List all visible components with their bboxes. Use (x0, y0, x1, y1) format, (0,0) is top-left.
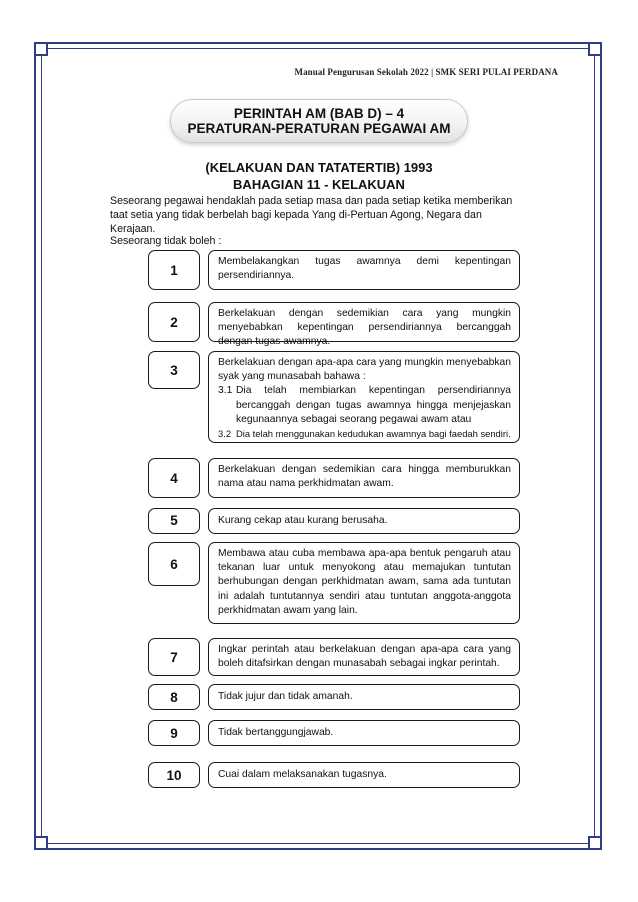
item-number: 1 (170, 263, 178, 278)
list-item (148, 684, 520, 710)
item-text: Ingkar perintah atau berkelakuan dengan apa-apa cara yang boleh ditafsirkan dengan munasabah sebagai ingkar perintah. (218, 644, 511, 670)
item-number-box (148, 684, 200, 710)
item-number: 6 (170, 557, 178, 572)
list-item (148, 638, 520, 676)
item-text: Tidak jujur dan tidak amanah. (218, 691, 353, 702)
item-text: Cuai dalam melaksanakan tugasnya. (218, 769, 387, 780)
list-item (148, 542, 520, 624)
item-number: 4 (170, 471, 178, 486)
item-number: 5 (170, 513, 178, 528)
item-number: 9 (170, 726, 178, 741)
item-text-box (208, 250, 520, 290)
list-item (148, 508, 520, 534)
item-number-box (148, 720, 200, 746)
list-lead: Seseorang tidak boleh : (110, 235, 222, 247)
item-text: Membelakangkan tugas awamnya demi kepentingan persendiriannya. (218, 256, 511, 282)
item-text-box (208, 302, 520, 348)
border-corner-ornament (34, 42, 48, 56)
list-item (148, 351, 520, 443)
banner-subtitle: PERATURAN-PERATURAN PEGAWAI AM (187, 121, 451, 136)
item-number-box (148, 762, 200, 788)
item-text-box (208, 720, 520, 746)
item-text-box (208, 684, 520, 710)
item-number-box (148, 250, 200, 290)
sub-item-number: 3.2 (218, 428, 232, 440)
list-item (148, 250, 520, 290)
item-number: 2 (170, 315, 178, 330)
item-text-box (208, 638, 520, 676)
item-text-box (208, 458, 520, 498)
item-text-box (208, 762, 520, 788)
header-note: Manual Pengurusan Sekolah 2022 | SMK SERI PULAI PERDANA (294, 67, 558, 77)
border-corner-ornament (588, 836, 602, 850)
item-text: Tidak bertanggungjawab. (218, 727, 334, 738)
list-item (148, 720, 520, 746)
item-number-box (148, 458, 200, 498)
sub-list (218, 384, 511, 441)
item-text: Berkelakuan dengan sedemikian cara yang mungkin menyebabkan kepentingan persendiriannya bercanggah dengan tugas awamnya. (218, 308, 511, 348)
item-number-box (148, 638, 200, 676)
item-text-box (208, 351, 520, 443)
sub-list-item (218, 427, 511, 441)
list-item (148, 302, 520, 348)
item-text: Membawa atau cuba membawa apa-apa bentuk pengaruh atau tekanan luar untuk menyokong atau memajukan tuntutan berhubungan dengan perkhidmatan awam, sama ada tuntutan ini adalah tuntutannya sendiri atau tuntutan anggota-anggota perkhidmatan awam yang lain. (218, 548, 511, 616)
item-number: 8 (170, 690, 178, 705)
section-heading: (KELAKUAN DAN TATATERTIB) 1993 (205, 160, 433, 175)
item-number: 3 (170, 363, 178, 378)
item-number: 7 (170, 650, 178, 665)
section-subheading: BAHAGIAN 11 - KELAKUAN (233, 177, 405, 192)
list-item (148, 762, 520, 788)
item-number-box (148, 351, 200, 389)
intro-paragraph: Seseorang pegawai hendaklah pada setiap masa dan pada setiap ketika memberikan taat setia yang tidak berbelah bagi kepada Yang di-Pertuan Agong, Negara dan Kerajaan. (110, 195, 513, 235)
item-number-box (148, 542, 200, 586)
title-banner (170, 99, 468, 143)
sub-list-item (218, 384, 511, 427)
sub-item-text: Dia telah membiarkan kepentingan persendiriannya bercanggah dengan tugas awamnya hingga menjejaskan kegunaannya sebagai seorang pegawai awam atau (236, 385, 511, 425)
list-item (148, 458, 520, 498)
banner-title: PERINTAH AM (BAB D) – 4 (233, 106, 405, 121)
border-corner-ornament (34, 836, 48, 850)
border-corner-ornament (588, 42, 602, 56)
sub-item-text: Dia telah menggunakan kedudukan awamnya bagi faedah sendiri. (236, 428, 511, 440)
item-number: 10 (166, 768, 182, 783)
sub-item-number: 3.1 (218, 385, 233, 397)
item-text-box (208, 508, 520, 534)
item-text-box (208, 542, 520, 624)
item-text: Kurang cekap atau kurang berusaha. (218, 515, 388, 526)
item-text: Berkelakuan dengan apa-apa cara yang mungkin menyebabkan syak yang munasabah bahawa : (218, 357, 511, 383)
item-text: Berkelakuan dengan sedemikian cara hingga memburukkan nama atau nama perkhidmatan awam. (218, 464, 511, 490)
item-number-box (148, 302, 200, 342)
item-number-box (148, 508, 200, 534)
